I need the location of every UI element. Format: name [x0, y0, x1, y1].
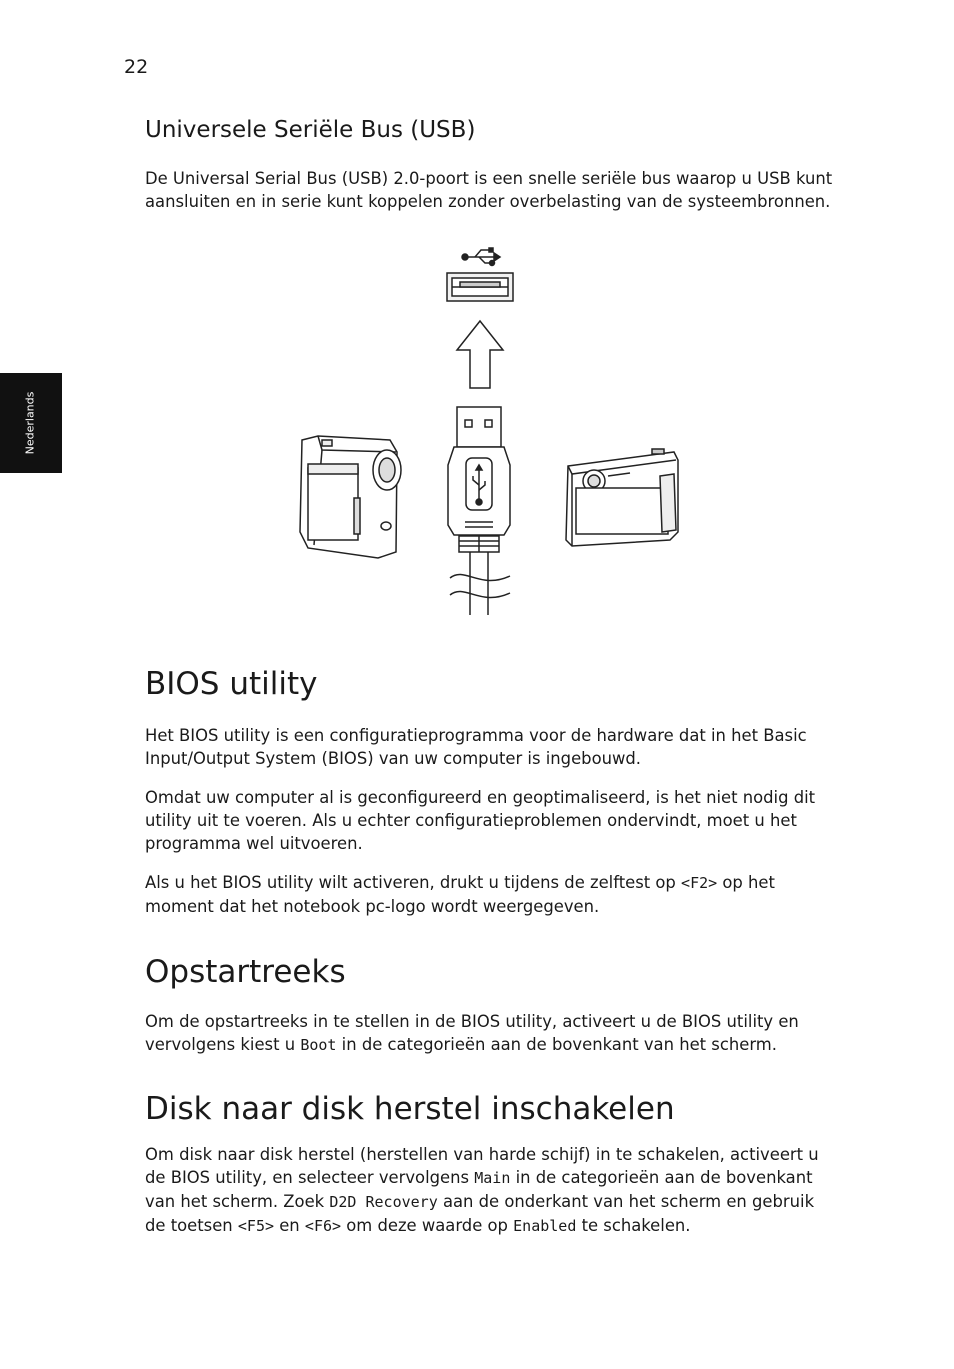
page-number: 22 [124, 56, 149, 78]
text-run: Om disk naar disk herstel (herstellen van harde schijf) in te schakelen, activeert u de BIOS utility, en selecteer vervolgens [145, 1145, 819, 1187]
bios-paragraph-1: Het BIOS utility is een configuratieprogramma voor de hardware dat in het Basic Input/Output System (BIOS) van uw computer is ingebouwd. [145, 726, 807, 768]
text-run: aan de onderkant van het scherm en gebruik de toetsen [145, 1192, 815, 1235]
digital-camera-icon [566, 449, 678, 546]
key-f6: <F6> [304, 1217, 342, 1235]
arrow-up-icon [457, 321, 503, 388]
key-main: Main [474, 1169, 511, 1187]
key-d2d-recovery: D2D Recovery [329, 1193, 438, 1211]
bios-paragraph-3 [145, 871, 835, 918]
bios-heading: BIOS utility [145, 666, 318, 702]
usb-port-icon [447, 273, 513, 301]
usb-symbol-icon [462, 248, 500, 266]
text-run: om deze waarde op [341, 1216, 514, 1235]
boot-heading: Opstartreeks [145, 954, 346, 990]
d2d-heading: Disk naar disk herstel inschakelen [145, 1091, 675, 1127]
side-tab-label: Nederlands [23, 391, 37, 455]
usb-heading: Universele Seriële Bus (USB) [145, 117, 476, 143]
text-run: op het moment dat het notebook pc-logo wordt weergegeven. [145, 873, 775, 916]
key-f5: <F5> [237, 1217, 275, 1235]
key-boot: Boot [300, 1036, 337, 1054]
usb-plug-icon [448, 407, 510, 615]
text-run: in de categorieën aan de bovenkant van het scherm. [336, 1035, 777, 1054]
text-run: Als u het BIOS utility wilt activeren, drukt u tijdens de zelftest op [145, 873, 682, 892]
text-run: en [274, 1216, 305, 1235]
usb-paragraph: De Universal Serial Bus (USB) 2.0-poort is een snelle seriële bus waarop u USB kunt aansluiten en in serie kunt koppelen zonder overbelasting van de systeembronnen. [145, 169, 833, 211]
key-f2: <F2> [681, 874, 718, 892]
boot-paragraph [145, 1010, 835, 1057]
d2d-paragraph [145, 1143, 835, 1238]
language-side-tab [0, 373, 62, 473]
bios-paragraph-2: Omdat uw computer al is geconfigureerd en geoptimaliseerd, is het niet nodig dit utility uit te voeren. Als u echter configuratieproblemen ondervindt, moet u het programma wel uitvoeren. [145, 788, 816, 853]
usb-illustration [290, 240, 690, 625]
text-run: te schakelen. [576, 1216, 691, 1235]
text-run: in de categorieën aan de bovenkant van het scherm. Zoek [145, 1168, 813, 1211]
key-enabled: Enabled [513, 1217, 577, 1235]
text-run: Om de opstartreeks in te stellen in de BIOS utility, activeert u de BIOS utility en vervolgens kiest u [145, 1012, 799, 1054]
camcorder-icon [300, 436, 401, 558]
